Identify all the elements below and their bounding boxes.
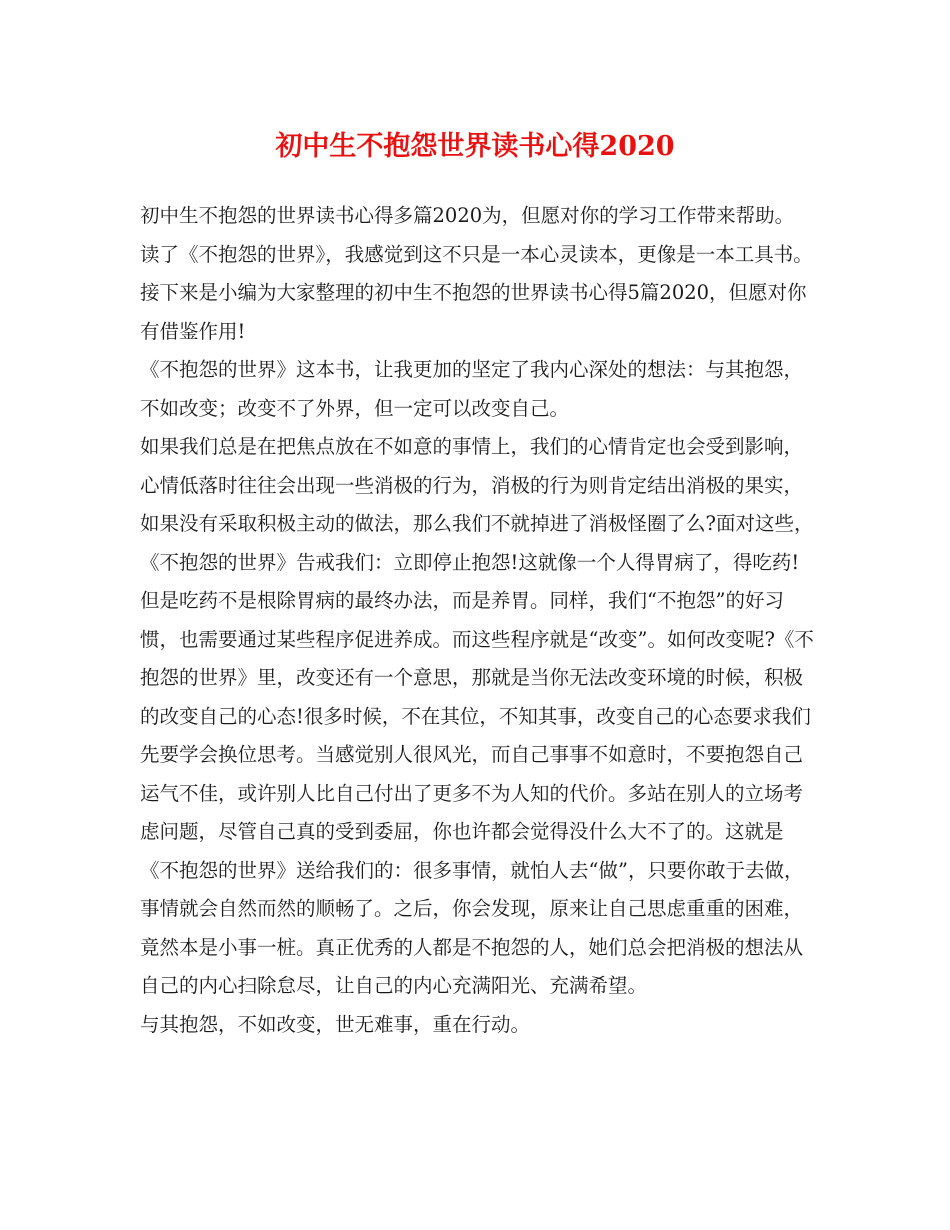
paragraph-intro: 初中生不抱怨的世界读书心得多篇2020为，但愿对你的学习工作带来帮助。 (140, 204, 795, 227)
paragraph-preface: 读了《不抱怨的世界》，我感觉到这不只是一本心灵读本，更像是一本工具书。接下来是小编为大家整理的初中生不抱怨的世界读书心得5篇2020，但愿对你有借鉴作用! (140, 242, 813, 343)
document-body (140, 197, 815, 1044)
paragraph-thesis: 《不抱怨的世界》这本书，让我更加的坚定了我内心深处的想法：与其抱怨，不如改变；改变不了外界，但一定可以改变自己。 (140, 358, 804, 420)
paragraph-main: 如果我们总是在把焦点放在不如意的事情上，我们的心情肯定也会受到影响，心情低落时往往会出现一些消极的行为，消极的行为则肯定结出消极的果实，如果没有采取积极主动的做法，那么我们不就掉进了消极怪圈了么?面对这些，《不抱怨的世界》告戒我们：立即停止抱怨!这就像一个人得胃病了，得吃药!但是吃药不是根除胃病的最终办法，而是养胃。同样，我们“不抱怨”的好习惯，也需要通过某些程序促进养成。而这些程序就是“改变”。如何改变呢?《不抱怨的世界》里，改变还有一个意思，那就是当你无法改变环境的时候，积极的改变自己的心态!很多时候，不在其位，不知其事，改变自己的心态要求我们先要学会换位思考。当感觉别人很风光，而自己事事不如意时，不要抱怨自己运气不佳，或许别人比自己付出了更多不为人知的代价。多站在别人的立场考虑问题，尽管自己真的受到委屈，你也许都会觉得没什么大不了的。这就是《不抱怨的世界》送给我们的：很多事情，就怕人去“做”，只要你敢于去做，事情就会自然而然的顺畅了。之后，你会发现，原来让自己思虑重重的困难，竟然本是小事一桩。真正优秀的人都是不抱怨的人，她们总会把消极的想法从自己的内心扫除怠尽，让自己的内心充满阳光、充满希望。 (140, 435, 814, 997)
document-title: 初中生不抱怨世界读书心得2020 (275, 131, 675, 162)
paragraph-conclusion: 与其抱怨，不如改变，世无难事，重在行动。 (140, 1012, 531, 1036)
